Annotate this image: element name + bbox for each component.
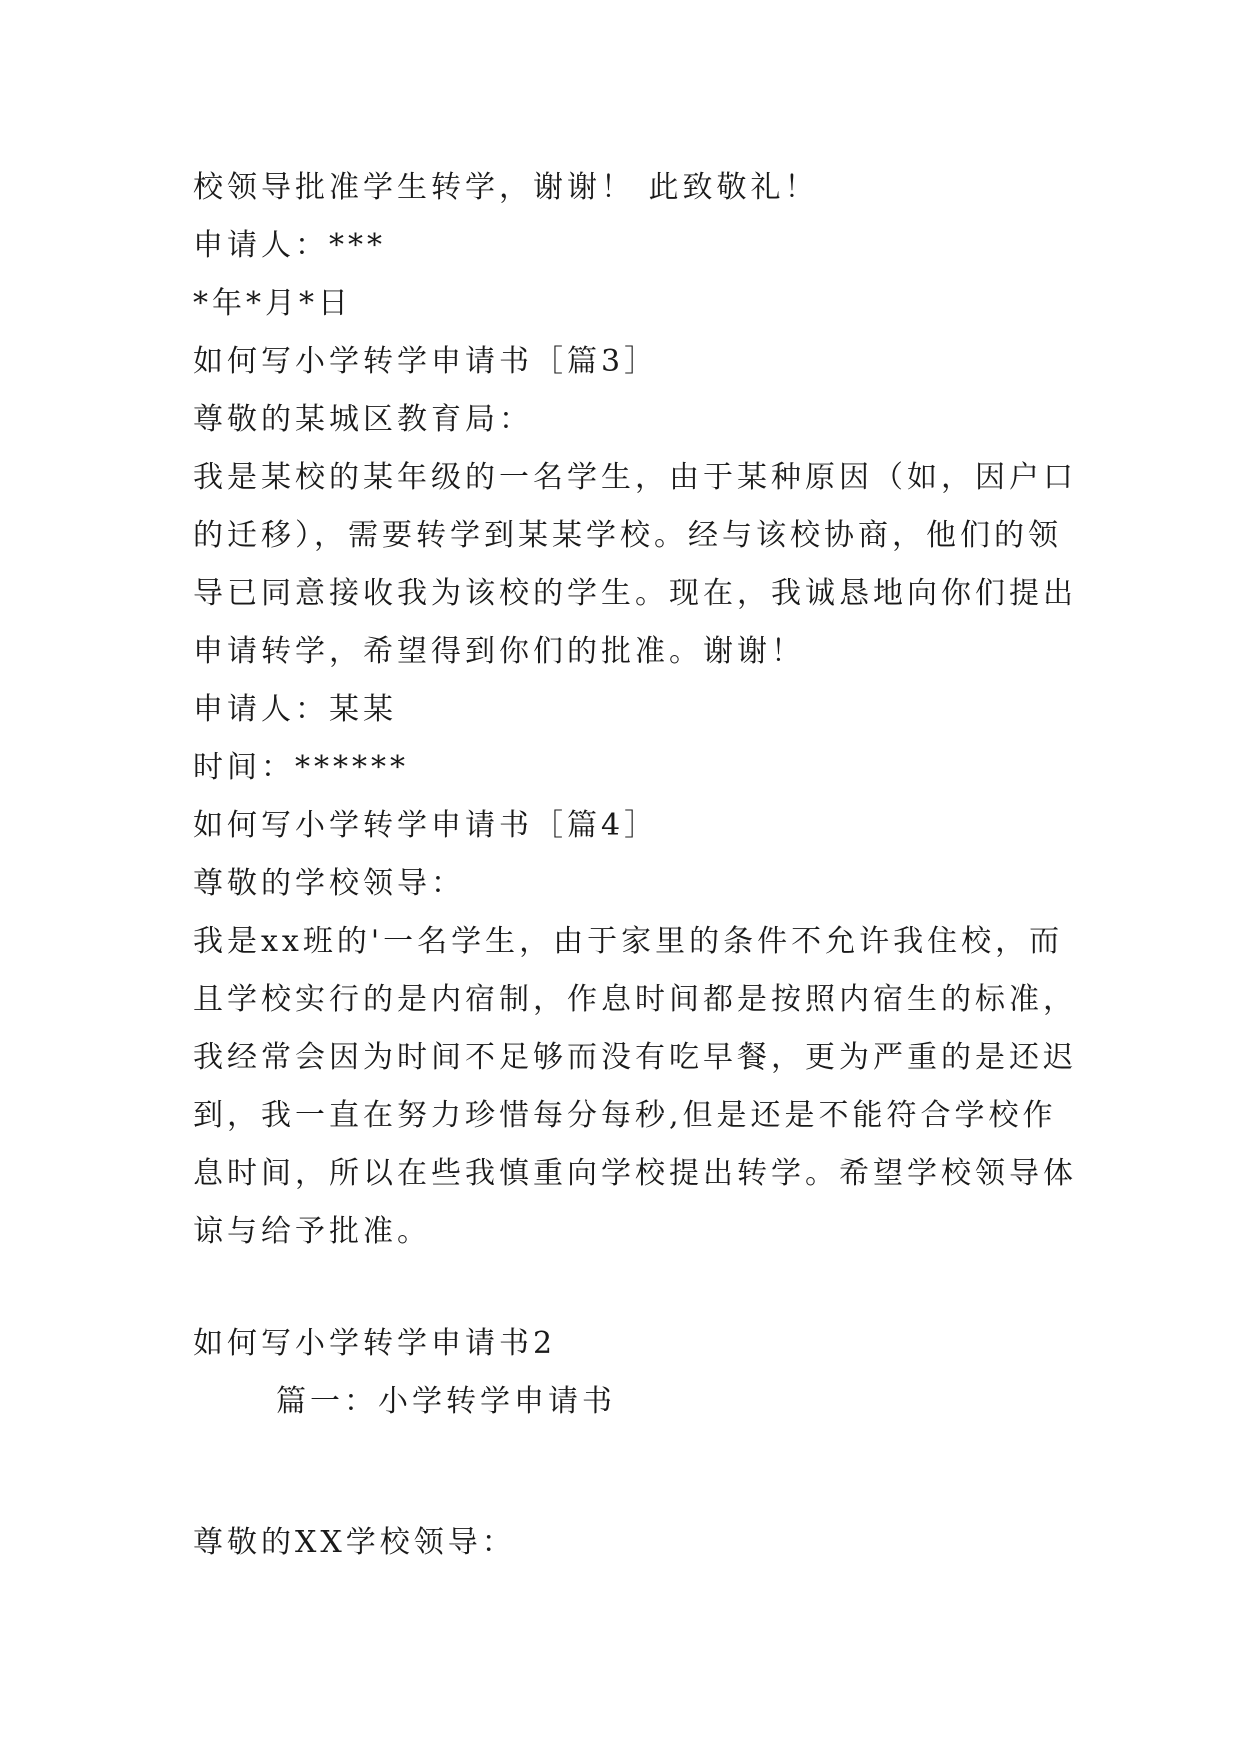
- text-line: 时间：******: [193, 750, 409, 785]
- salutation: 尊敬的XX学校领导：: [193, 1525, 516, 1560]
- text-line: 谅与给予批准。: [193, 1214, 431, 1249]
- salutation: 尊敬的学校领导：: [193, 866, 465, 901]
- text-line: 的迁移），需要转学到某某学校。经与该校协商，他们的领: [193, 518, 1062, 553]
- text-line: 息时间，所以在些我慎重向学校提出转学。希望学校领导体: [193, 1156, 1077, 1191]
- subheading: 篇一：小学转学申请书: [276, 1384, 616, 1419]
- text-line: 申请人：某某: [193, 692, 397, 727]
- text-line: *年*月*日: [193, 286, 352, 321]
- section-heading: 如何写小学转学申请书2: [193, 1326, 557, 1361]
- text-line: 且学校实行的是内宿制，作息时间都是按照内宿生的标准，: [193, 982, 1077, 1017]
- text-line: 到，我一直在努力珍惜每分每秒,但是还是不能符合学校作: [193, 1098, 1057, 1133]
- text-line: 我经常会因为时间不足够而没有吃早餐，更为严重的是还迟: [193, 1040, 1077, 1075]
- text-line: 我是xx班的'一名学生，由于家里的条件不允许我住校，而: [193, 924, 1064, 959]
- section-heading: 如何写小学转学申请书［篇3］: [193, 344, 659, 379]
- section-heading: 如何写小学转学申请书［篇4］: [193, 808, 659, 843]
- salutation: 尊敬的某城区教育局：: [193, 402, 533, 437]
- text-line: 申请人：***: [193, 228, 386, 263]
- text-line: 我是某校的某年级的一名学生，由于某种原因（如，因户口: [193, 460, 1077, 495]
- text-line: 导已同意接收我为该校的学生。现在，我诚恳地向你们提出: [193, 576, 1077, 611]
- text-line: 校领导批准学生转学，谢谢！ 此致敬礼！: [193, 170, 819, 205]
- text-line: 申请转学，希望得到你们的批准。谢谢！: [193, 634, 805, 669]
